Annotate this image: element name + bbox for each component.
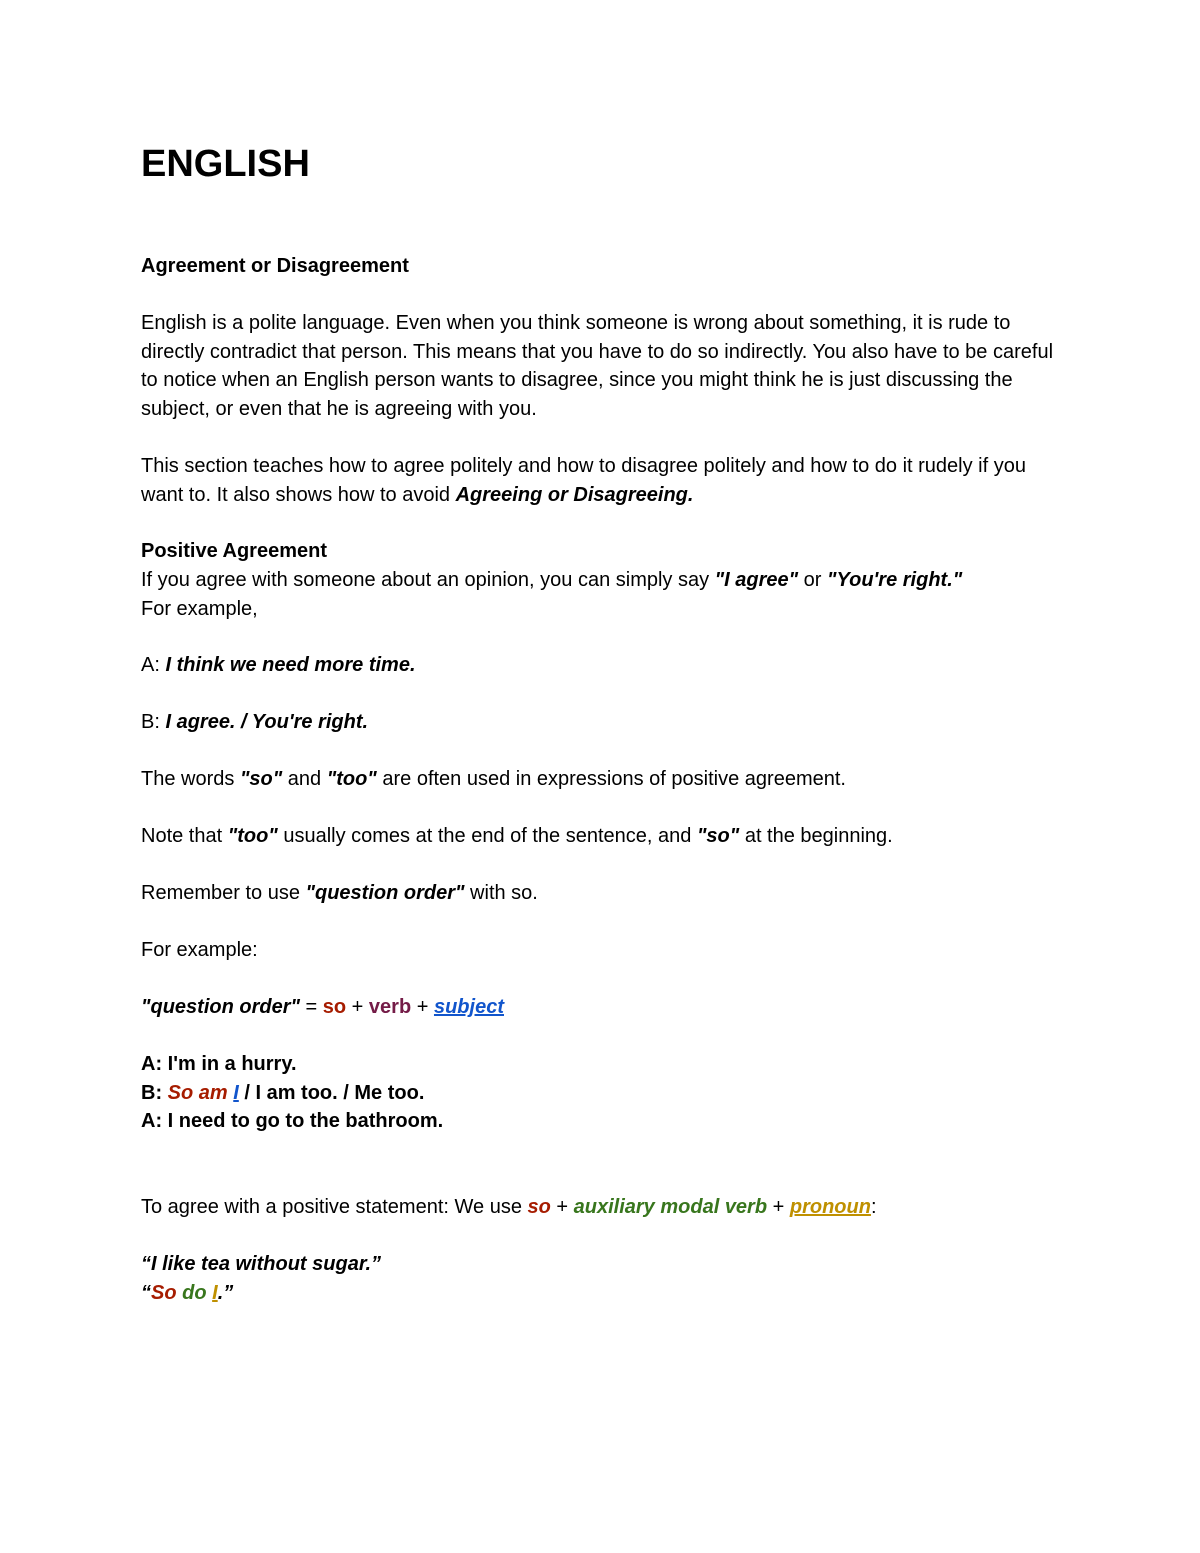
example-b-speaker: B: xyxy=(141,711,166,733)
remember-emphasis: "question order" xyxy=(305,882,465,904)
dialog-i: I xyxy=(233,1081,239,1104)
dialog-block xyxy=(141,1050,1061,1136)
note-word-1: "too" xyxy=(227,825,278,847)
page-title: ENGLISH xyxy=(141,143,310,185)
example-a-speaker: A: xyxy=(141,654,166,676)
words-word-1: "so" xyxy=(239,768,283,790)
section-paragraph xyxy=(141,452,1061,509)
heading-positive-agreement: Positive Agreement xyxy=(141,540,327,562)
so-do-i-close: .” xyxy=(217,1281,234,1304)
remember-text-1: Remember to use xyxy=(141,882,306,904)
note-text-3: at the beginning. xyxy=(739,825,893,847)
intro-paragraph: English is a polite language. Even when you think someone is wrong about something, it is rude to directly contradict that person. This means that you have to do so indirectly. You also have to be careful to notice when an English person wants to disagree, since you might think he is just discussing the subject, or even that he is agreeing with you. xyxy=(141,312,1054,420)
remember-text-2: with so. xyxy=(464,882,538,904)
section-emphasis: Agreeing or Disagreeing. xyxy=(455,483,694,506)
agree-pronoun: pronoun xyxy=(789,1196,871,1218)
agree-colon: : xyxy=(870,1196,877,1218)
for-example-label: For example: xyxy=(141,939,258,961)
example-a-line: I think we need more time. xyxy=(165,654,416,676)
agree-plus-2: + xyxy=(767,1196,790,1218)
dialog-line-2-rest: / I am too. / Me too. xyxy=(238,1081,425,1104)
agree-auxiliary: auxiliary modal verb xyxy=(573,1196,768,1218)
formula-plus-1: + xyxy=(346,996,369,1018)
agree-positive-paragraph xyxy=(141,1193,1061,1222)
note-text-2: usually comes at the end of the sentence, and xyxy=(277,825,697,847)
agree-text: To agree with a positive statement: We use xyxy=(141,1196,528,1218)
tea-quote: “I like tea without sugar.” xyxy=(141,1253,382,1275)
agree-so: so xyxy=(527,1196,551,1218)
section-text: This section teaches how to agree politely and how to disagree politely and how to do it rudely if you want to. It also shows how to avoid xyxy=(141,455,1026,506)
note-word-2: "so" xyxy=(696,825,740,847)
formula-verb: verb xyxy=(368,996,412,1018)
tea-example xyxy=(141,1250,1061,1307)
words-paragraph xyxy=(141,765,1061,794)
remember-paragraph xyxy=(141,879,1061,908)
so-do-i-i: I xyxy=(212,1281,218,1304)
formula-plus-2: + xyxy=(411,996,434,1018)
note-text-1: Note that xyxy=(141,825,228,847)
heading-agreement-disagreement: Agreement or Disagreement xyxy=(141,255,409,277)
example-a xyxy=(141,651,1061,680)
formula-subject: subject xyxy=(433,996,504,1018)
example-b-line: I agree. / You're right. xyxy=(165,711,369,733)
so-do-i-do: do xyxy=(182,1281,213,1304)
so-do-i-open: “ xyxy=(141,1281,151,1304)
words-text-2: and xyxy=(282,768,327,790)
dialog-line-1: A: I'm in a hurry. xyxy=(141,1053,297,1075)
positive-text-3: For example, xyxy=(141,597,258,620)
agree-plus-1: + xyxy=(550,1196,574,1218)
words-text-3: are often used in expressions of positive agreement. xyxy=(376,768,846,790)
so-do-i-so: So xyxy=(151,1281,183,1304)
question-order-formula xyxy=(141,993,1061,1022)
positive-paragraph xyxy=(141,566,1061,623)
positive-emphasis-2: "You're right." xyxy=(827,569,963,591)
dialog-line-2-speaker: B: xyxy=(141,1081,168,1104)
example-b xyxy=(141,708,1061,737)
note-paragraph xyxy=(141,822,1061,851)
dialog-so-am: So am xyxy=(167,1081,234,1104)
positive-text-1: If you agree with someone about an opinion, you can simply say xyxy=(141,569,715,591)
positive-text-2: or xyxy=(798,569,828,591)
words-word-2: "too" xyxy=(326,768,377,790)
dialog-line-3: A: I need to go to the bathroom. xyxy=(141,1110,444,1132)
words-text-1: The words xyxy=(141,768,240,790)
formula-equals: = xyxy=(299,996,323,1018)
formula-label: "question order" xyxy=(141,996,300,1018)
formula-so: so xyxy=(322,996,347,1018)
positive-emphasis-1: "I agree" xyxy=(714,569,799,591)
